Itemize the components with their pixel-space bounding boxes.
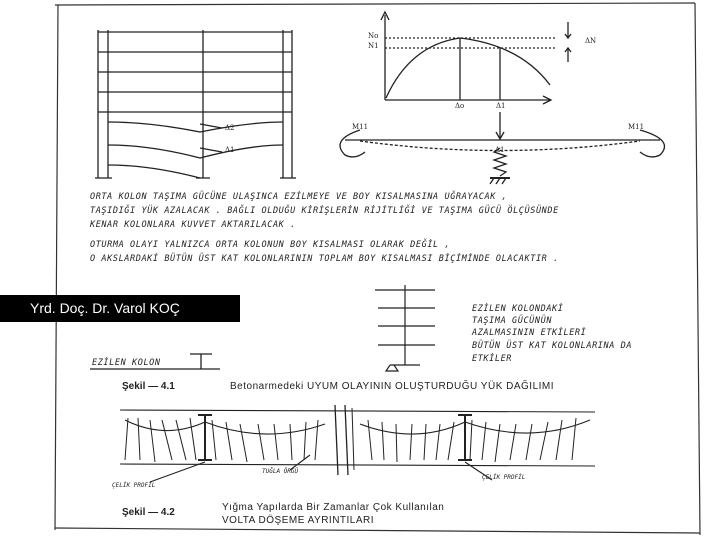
- frame-diagram: [95, 30, 296, 178]
- column-note-line-3: AZALMASININ ETKİLERİ: [472, 328, 587, 338]
- steel-profile-left-label: ÇELİK PROFİL: [112, 482, 156, 489]
- beam-delta-label: Δ1: [495, 146, 505, 154]
- figure-4-2-caption-line-1: Yığma Yapılarda Bir Zamanlar Çok Kullanılan: [222, 502, 445, 513]
- graph-x-label-d1: Δ1: [496, 102, 506, 110]
- figure-4-1-number: Şekil — 4.1: [122, 381, 175, 392]
- author-banner: Yrd. Doç. Dr. Varol KOÇ: [0, 295, 240, 322]
- beam-moment-right: M11: [628, 123, 645, 131]
- crushed-column-label: EZİLEN KOLON: [92, 358, 161, 368]
- column-stack-diagram: [375, 285, 435, 371]
- column-note-line-1: EZİLEN KOLONDAKİ: [472, 304, 564, 314]
- delta-1-label: Δ1: [225, 146, 235, 154]
- graph-dn-label: ΔN: [585, 37, 597, 45]
- brick-label: TUĞLA ÖRGÜ: [262, 468, 299, 475]
- column-note-line-5: ETKİLER: [472, 354, 513, 364]
- graph-y-label-n1: N1: [368, 42, 379, 50]
- paragraph-1-line-3: KENAR KOLONLARA KUVVET AKTARILACAK .: [90, 220, 296, 230]
- beam-moment-left: M11: [352, 123, 369, 131]
- graph-y-label-no: No: [368, 32, 379, 40]
- figure-4-2-number: Şekil — 4.2: [122, 507, 175, 518]
- column-note-line-4: BÜTÜN ÜST KAT KOLONLARINA DA: [472, 341, 633, 351]
- figure-4-2-caption-line-2: VOLTA DÖŞEME AYRINTILARI: [222, 515, 375, 526]
- paragraph-2-line-2: O AKSLARDAKİ BÜTÜN ÜST KAT KOLONLARININ TOPLAM BOY KISALMASI BİÇİMİNDE OLACAKTIR .: [90, 254, 559, 264]
- steel-profile-right-label: ÇELİK PROFİL: [482, 474, 526, 481]
- column-note-line-2: TAŞIMA GÜCÜNÜN: [472, 316, 553, 326]
- n-delta-graph: [381, 12, 571, 104]
- volta-slab-drawing: [120, 405, 595, 482]
- paragraph-1-line-1: ORTA KOLON TAŞIMA GÜCÜNE ULAŞINCA EZİLMEYE VE BOY KISALMASINA UĞRAYACAK ,: [90, 192, 508, 202]
- delta-2-label: Δ2: [225, 124, 235, 132]
- paragraph-2-line-1: OTURMA OLAYI YALNIZCA ORTA KOLONUN BOY KISALMASI OLARAK DEĞİL ,: [90, 240, 451, 250]
- graph-x-label-do: Δo: [455, 102, 465, 110]
- figure-4-1-caption: Betonarmedeki UYUM OLAYININ OLUŞTURDUĞU YÜK DAĞILIMI: [230, 381, 555, 392]
- paragraph-1-line-2: TAŞIDIĞI YÜK AZALACAK . BAĞLI OLDUĞU KİRİŞLERİN RİJİTLİĞİ VE TAŞIMA GÜCÜ ÖLÇÜSÜNDE: [90, 206, 559, 216]
- page-border: [55, 3, 700, 535]
